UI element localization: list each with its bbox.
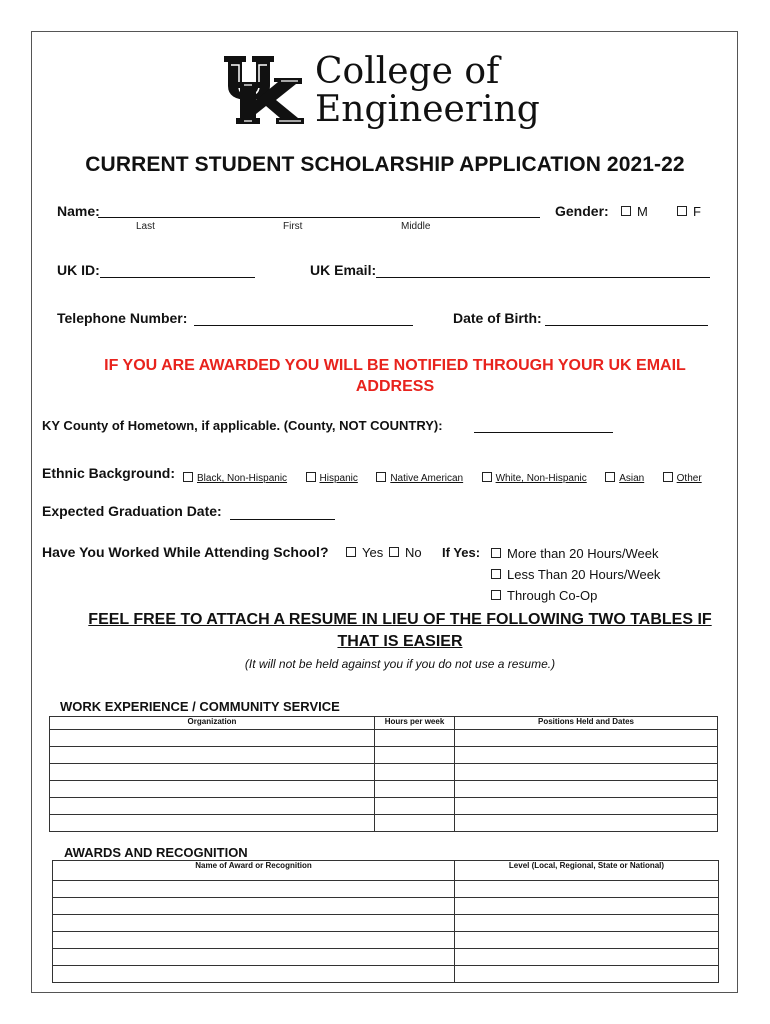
if-yes-label: If Yes: [442, 545, 481, 560]
table-row [53, 932, 719, 949]
table-row [53, 915, 719, 932]
table-cell[interactable] [455, 781, 718, 798]
table-cell[interactable] [455, 915, 719, 932]
gender-f-label: F [693, 204, 701, 219]
ukemail-label: UK Email: [310, 262, 377, 278]
awards-table [52, 860, 719, 983]
award-notice-line-2: ADDRESS [355, 378, 435, 395]
award-notice-line-1: IF YOU ARE AWARDED YOU WILL BE NOTIFIED THROUGH YOUR UK EMAIL [104, 357, 686, 374]
graduation-field[interactable] [230, 505, 335, 520]
ethnic-option-asian[interactable] [605, 472, 644, 484]
checkbox-icon [621, 206, 631, 216]
table-cell[interactable] [50, 730, 375, 747]
work-col-positions: Positions Held and Dates [455, 717, 718, 730]
graduation-label: Expected Graduation Date: [42, 503, 222, 519]
table-cell[interactable] [53, 915, 455, 932]
ukid-field[interactable] [100, 263, 255, 278]
name-sub-last: Last [136, 221, 155, 232]
table-cell[interactable] [53, 881, 455, 898]
awards-table-heading: AWARDS AND RECOGNITION [64, 845, 248, 860]
ethnic-option-white[interactable] [482, 472, 587, 484]
table-cell[interactable] [455, 898, 719, 915]
ethnic-option-label: Native American [390, 473, 464, 484]
ukemail-field[interactable] [376, 263, 710, 278]
checkbox-icon [376, 472, 386, 482]
table-row [53, 966, 719, 983]
checkbox-icon [663, 472, 673, 482]
coop-option[interactable] [491, 588, 597, 603]
work-yes-label: Yes [362, 545, 384, 560]
table-cell[interactable] [455, 881, 719, 898]
table-row [53, 881, 719, 898]
resume-note-subtext: (It will not be held against you if you do not use a resume.) [244, 657, 556, 671]
checkbox-icon [677, 206, 687, 216]
table-cell[interactable] [455, 747, 718, 764]
table-cell[interactable] [375, 815, 455, 832]
name-sub-middle: Middle [401, 221, 431, 232]
table-row [50, 815, 718, 832]
table-cell[interactable] [455, 764, 718, 781]
work-no-option[interactable] [389, 545, 422, 560]
table-row [50, 730, 718, 747]
table-cell[interactable] [53, 949, 455, 966]
table-cell[interactable] [50, 764, 375, 781]
table-cell[interactable] [375, 747, 455, 764]
table-cell[interactable] [50, 798, 375, 815]
logo-line-1: College of [315, 51, 500, 92]
hours-less-20-option[interactable] [491, 567, 660, 582]
dob-field[interactable] [545, 311, 708, 326]
gender-m-option[interactable] [621, 204, 648, 219]
ethnic-option-label: Asian [619, 473, 645, 484]
county-label: KY County of Hometown, if applicable. (County, NOT COUNTRY): [42, 418, 443, 433]
table-cell[interactable] [455, 730, 718, 747]
table-cell[interactable] [455, 966, 719, 983]
name-label: Name: [57, 203, 100, 219]
table-row [50, 798, 718, 815]
ethnic-options [183, 468, 716, 486]
checkbox-icon [389, 547, 399, 557]
table-cell[interactable] [455, 932, 719, 949]
work-table-heading: WORK EXPERIENCE / COMMUNITY SERVICE [60, 699, 340, 714]
name-sub-first: First [283, 221, 303, 232]
ethnic-option-native-american[interactable] [376, 472, 463, 484]
table-cell[interactable] [375, 730, 455, 747]
ethnic-option-label: Hispanic [319, 473, 358, 484]
table-cell[interactable] [50, 781, 375, 798]
checkbox-icon [346, 547, 356, 557]
page-title: CURRENT STUDENT SCHOLARSHIP APPLICATION 2021-22 [85, 153, 685, 176]
work-no-label: No [405, 545, 422, 560]
ethnic-label: Ethnic Background: [42, 465, 176, 481]
table-row [53, 949, 719, 966]
hours-option-label: Less Than 20 Hours/Week [507, 567, 661, 582]
work-yes-option[interactable] [346, 545, 383, 560]
table-cell[interactable] [455, 815, 718, 832]
gender-label: Gender: [555, 203, 609, 219]
checkbox-icon [183, 472, 193, 482]
checkbox-icon [306, 472, 316, 482]
ethnic-option-black[interactable] [183, 472, 287, 484]
ethnic-option-label: White, Non-Hispanic [495, 473, 587, 484]
table-cell[interactable] [53, 966, 455, 983]
awards-col-level: Level (Local, Regional, State or National) [455, 861, 719, 881]
table-row [50, 764, 718, 781]
checkbox-icon [491, 548, 501, 558]
checkbox-icon [491, 590, 501, 600]
work-question-label: Have You Worked While Attending School? [42, 544, 329, 560]
table-cell[interactable] [50, 815, 375, 832]
uk-logo-icon [222, 54, 306, 126]
table-cell[interactable] [375, 781, 455, 798]
checkbox-icon [482, 472, 492, 482]
logo-line-2: Engineering [315, 89, 540, 130]
hours-more-20-option[interactable] [491, 546, 659, 561]
ethnic-option-hispanic[interactable] [306, 472, 358, 484]
table-cell[interactable] [53, 932, 455, 949]
table-cell[interactable] [375, 798, 455, 815]
work-col-hours: Hours per week [375, 717, 455, 730]
resume-note-line-2: THAT IS EASIER [337, 633, 463, 650]
table-cell[interactable] [53, 898, 455, 915]
ethnic-option-label: Black, Non-Hispanic [197, 473, 288, 484]
ethnic-option-label: Other [676, 473, 702, 484]
work-experience-table [49, 716, 718, 832]
phone-label: Telephone Number: [57, 310, 188, 326]
county-field[interactable] [474, 418, 613, 433]
hours-option-label: More than 20 Hours/Week [507, 546, 659, 561]
resume-note-line-1: FEEL FREE TO ATTACH A RESUME IN LIEU OF THE FOLLOWING TWO TABLES IF [88, 611, 712, 628]
table-row [50, 747, 718, 764]
gender-m-label: M [637, 204, 648, 219]
name-field[interactable] [98, 203, 540, 218]
ethnic-option-other[interactable] [663, 472, 702, 484]
table-cell[interactable] [455, 798, 718, 815]
phone-field[interactable] [194, 311, 413, 326]
gender-f-option[interactable] [677, 204, 701, 219]
dob-label: Date of Birth: [453, 310, 542, 326]
checkbox-icon [491, 569, 501, 579]
table-row [53, 898, 719, 915]
hours-option-label: Through Co-Op [507, 588, 598, 603]
table-cell[interactable] [50, 747, 375, 764]
table-cell[interactable] [455, 949, 719, 966]
awards-col-name: Name of Award or Recognition [53, 861, 455, 881]
table-cell[interactable] [375, 764, 455, 781]
work-col-organization: Organization [50, 717, 375, 730]
checkbox-icon [605, 472, 615, 482]
table-row [50, 781, 718, 798]
ukid-label: UK ID: [57, 262, 100, 278]
